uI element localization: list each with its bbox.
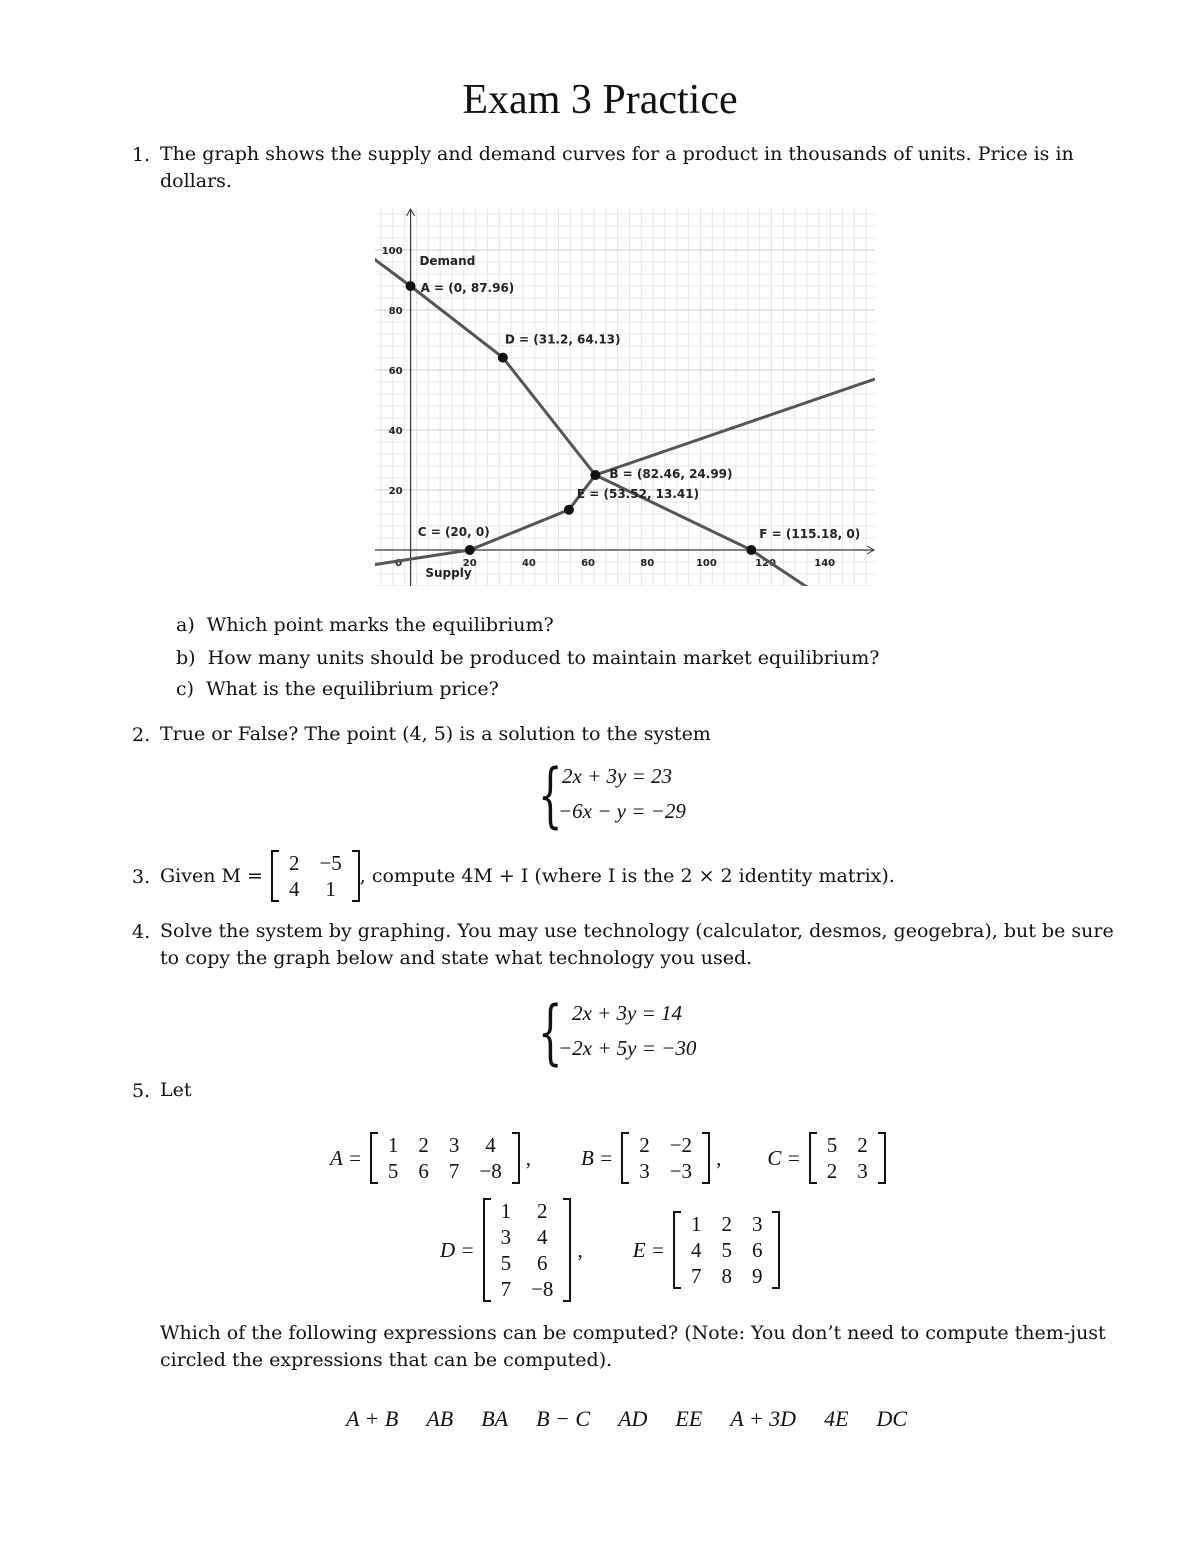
q2-number: 2.	[132, 724, 151, 746]
matrix-a-cell: 6	[418, 1158, 429, 1183]
comma: ,	[525, 1145, 531, 1170]
q1-part-c-label: c)	[176, 678, 195, 700]
expression-list	[346, 1406, 935, 1432]
matrix-e-cell: 5	[721, 1237, 732, 1262]
matrix-b-cell: 3	[639, 1158, 650, 1183]
matrix-d-cell: 3	[500, 1224, 512, 1249]
x-tick-label: 60	[581, 558, 596, 569]
q3-matrix-cell: 4	[288, 876, 300, 901]
q3-matrix-cell: −5	[319, 850, 342, 875]
matrix-d-cell: −8	[531, 1276, 554, 1301]
q1-part-a-text: Which point marks the equilibrium?	[206, 614, 554, 636]
q3-matrix-cell: 2	[288, 850, 300, 875]
matrix-c-cell: 2	[826, 1158, 838, 1183]
matrix-a-cell: 5	[387, 1158, 399, 1183]
q4-text-line1: Solve the system by graphing. You may use technology (calculator, desmos, geogebra), but be sure	[160, 920, 1114, 942]
point-marker	[465, 545, 475, 555]
matrix-a-cell: 4	[485, 1132, 496, 1157]
q1-number: 1.	[132, 144, 151, 166]
q1-part-b-label: b)	[176, 647, 196, 669]
q3-number: 3.	[132, 866, 151, 888]
matrix-e-cell: 3	[751, 1211, 763, 1236]
matrix-a-cell: 1	[387, 1132, 399, 1157]
matrix-d-label: D =	[440, 1237, 475, 1262]
q3-suffix: , compute 4M + I (where I is the 2 × 2 identity matrix).	[359, 864, 895, 887]
q4-number: 4.	[132, 921, 151, 943]
matrix-d-cell: 6	[537, 1250, 548, 1275]
x-tick-label: 140	[814, 558, 836, 569]
y-tick-label: 80	[388, 306, 403, 317]
expression-item[interactable]: BA	[481, 1406, 509, 1431]
q1-text-line2: dollars.	[160, 170, 232, 192]
point-label: D = (31.2, 64.13)	[504, 332, 621, 347]
supply-curve-label: Supply	[425, 566, 472, 580]
comma: ,	[716, 1145, 722, 1170]
y-tick-label: 40	[388, 426, 403, 437]
expression-item[interactable]: AB	[426, 1406, 454, 1431]
matrix-a	[370, 1132, 520, 1184]
matrix-e-cell: 6	[751, 1237, 763, 1262]
matrix-e-label: E =	[632, 1237, 665, 1262]
point-marker	[564, 505, 574, 515]
x-tick-label: 80	[640, 558, 655, 569]
page-title: Exam 3 Practice	[462, 77, 738, 123]
matrix-e-cell: 1	[690, 1211, 702, 1236]
matrix-d-cell: 7	[500, 1276, 512, 1301]
q5-let: Let	[160, 1079, 192, 1101]
matrix-a-cell: 7	[448, 1158, 460, 1183]
point-marker	[746, 545, 756, 555]
expression-item[interactable]: EE	[675, 1406, 703, 1431]
q4-eq1: 2x + 3y = 14	[572, 1001, 682, 1025]
matrix-e-cell: 8	[721, 1263, 732, 1288]
matrix-c-cell: 2	[857, 1132, 868, 1157]
q4-brace: {	[538, 991, 563, 1073]
matrix-b-cell: −2	[669, 1132, 693, 1157]
q4-text	[160, 918, 1120, 972]
matrix-a-cell: 3	[448, 1132, 460, 1157]
x-tick-label: 40	[521, 558, 536, 569]
q1-part-b	[176, 647, 879, 669]
q2-brace: {	[538, 754, 563, 836]
q5-question-line2: circled the expressions that can be computed).	[160, 1349, 613, 1371]
point-label: C = (20, 0)	[417, 525, 490, 539]
matrix-e-cell: 9	[751, 1263, 763, 1288]
demand-curve-label: Demand	[419, 254, 476, 268]
expression-item[interactable]: B − C	[536, 1406, 591, 1431]
q1-part-a	[176, 614, 554, 636]
matrix-d-cell: 5	[500, 1250, 512, 1275]
x-tick-label: 100	[695, 558, 717, 569]
q5-question-line1: Which of the following expressions can be computed? (Note: You don’t need to compute them-just	[160, 1322, 1106, 1344]
matrix-c-cell: 5	[826, 1132, 838, 1157]
matrix-e-cell: 2	[721, 1211, 732, 1236]
q2-eq2: −6x − y = −29	[558, 799, 686, 823]
q3-prefix: Given M =	[160, 864, 263, 887]
matrix-a-cell: 2	[418, 1132, 429, 1157]
expression-item[interactable]: A + 3D	[730, 1406, 797, 1431]
y-tick-label: 60	[388, 366, 403, 377]
matrix-b	[621, 1132, 710, 1184]
expression-item[interactable]: A + B	[346, 1406, 399, 1431]
matrix-b-cell: −3	[669, 1158, 693, 1183]
point-label: E = (53.52, 13.41)	[576, 486, 700, 501]
matrix-d-cell: 1	[500, 1198, 512, 1223]
q4-eq2: −2x + 5y = −30	[558, 1036, 697, 1060]
matrix-d	[483, 1198, 572, 1302]
x-tick-label: 0	[395, 558, 403, 569]
matrix-a-label: A =	[330, 1145, 362, 1170]
point-label: B = (82.46, 24.99)	[609, 467, 733, 482]
expression-item[interactable]: AD	[618, 1406, 648, 1431]
matrix-e	[673, 1211, 781, 1289]
matrix-d-cell: 4	[537, 1224, 548, 1249]
matrix-d-cell: 2	[537, 1198, 548, 1223]
point-marker	[498, 353, 508, 363]
point-label: A = (0, 87.96)	[420, 281, 515, 296]
q2-text: True or False? The point (4, 5) is a solution to the system	[160, 723, 711, 745]
y-tick-label: 100	[381, 246, 403, 257]
q1-part-a-label: a)	[176, 614, 195, 636]
q1-text	[160, 141, 1120, 195]
matrix-c-cell: 3	[857, 1158, 868, 1183]
q1-part-b-text: How many units should be produced to maintain market equilibrium?	[207, 647, 880, 669]
q1-part-c-text: What is the equilibrium price?	[206, 678, 499, 700]
q1-part-c	[176, 678, 499, 700]
point-label: F = (115.18, 0)	[759, 527, 861, 541]
q5-question	[160, 1320, 1120, 1374]
q4-text-line2: to copy the graph below and state what technology you used.	[160, 947, 753, 969]
matrix-e-cell: 7	[690, 1263, 702, 1288]
comma: ,	[577, 1237, 583, 1262]
point-marker	[590, 470, 600, 480]
matrix-row-1	[330, 1132, 886, 1184]
matrix-e-cell: 4	[690, 1237, 702, 1262]
expression-item[interactable]: DC	[876, 1406, 908, 1431]
matrix-b-label: B =	[580, 1145, 614, 1170]
x-tick-label: 20	[462, 558, 477, 569]
x-tick-label: 120	[755, 558, 776, 569]
matrix-row-2	[440, 1198, 780, 1302]
q5-number: 5.	[132, 1080, 151, 1102]
point-marker	[406, 281, 416, 291]
q2-eq1: 2x + 3y = 23	[562, 764, 672, 788]
q3-line	[160, 850, 895, 902]
q3-matrix	[271, 850, 360, 902]
matrix-c	[809, 1132, 886, 1184]
matrix-a-cell: −8	[479, 1158, 502, 1183]
q1-text-line1: The graph shows the supply and demand curves for a product in thousands of units. Price is in	[160, 143, 1074, 165]
matrix-b-cell: 2	[639, 1132, 650, 1157]
expression-item[interactable]: 4E	[824, 1406, 849, 1431]
q3-matrix-cell: 1	[325, 876, 336, 901]
y-tick-label: 20	[388, 486, 403, 497]
supply-demand-chart	[375, 208, 875, 586]
matrix-c-label: C =	[767, 1145, 801, 1170]
